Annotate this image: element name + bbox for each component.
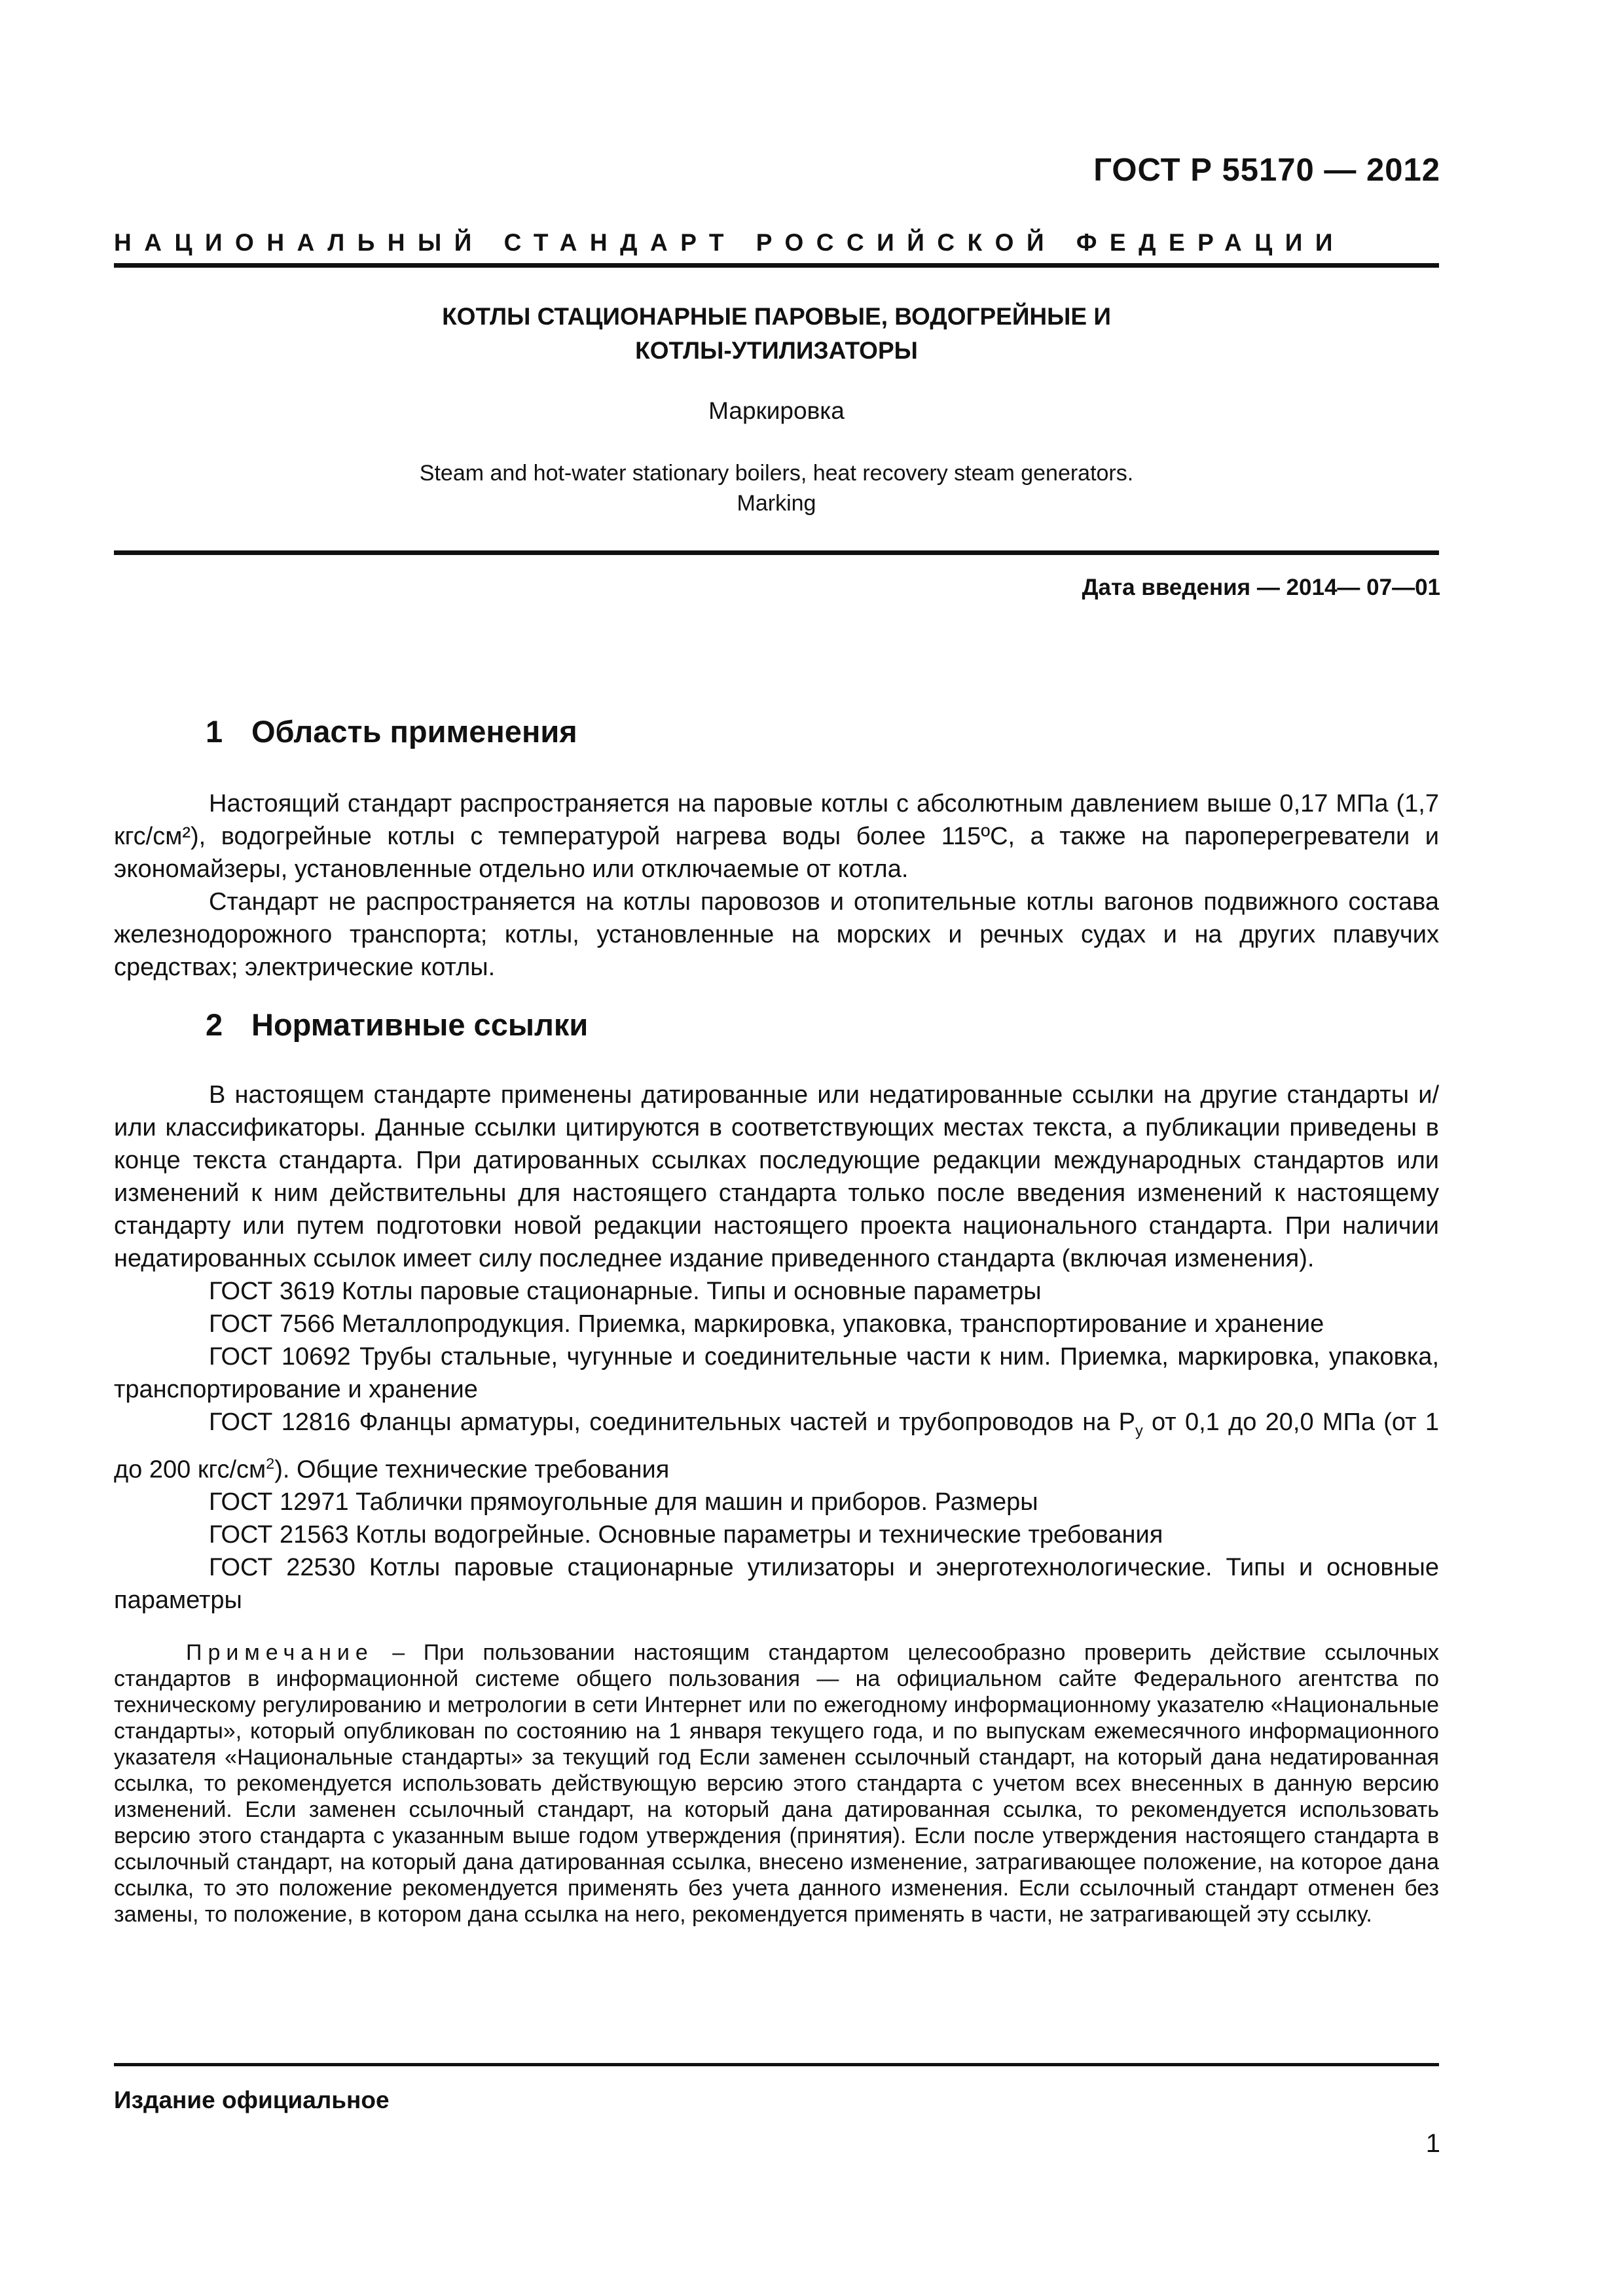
reference-item: ГОСТ 7566 Металлопродукция. Приемка, маркировка, упаковка, транспортирование и хранение: [209, 1310, 1324, 1338]
title-rule: [114, 550, 1439, 555]
note-paragraph: [114, 1640, 1439, 1928]
section-1-number: 1: [206, 714, 223, 749]
en-title-line-2: Marking: [737, 491, 816, 516]
reference-item: ГОСТ 21563 Котлы водогрейные. Основные параметры и технические требования: [209, 1521, 1163, 1549]
footer-rule: [114, 2063, 1439, 2066]
reference-item: ГОСТ 3619 Котлы паровые стационарные. Типы и основные параметры: [209, 1278, 1042, 1305]
ref-text-part-3: ). Общие технические требования: [274, 1456, 670, 1484]
section-2-number: 2: [206, 1007, 223, 1042]
national-standard-banner: НАЦИОНАЛЬНЫЙ СТАНДАРТ РОССИЙСКОЙ ФЕДЕРАЦИИ: [114, 229, 1345, 256]
reference-item-flanges: [114, 1406, 1439, 1486]
section-1-heading: [206, 713, 577, 749]
section-1-paragraph-2: Стандарт не распространяется на котлы паровозов и отопительные котлы вагонов подвижного состава железнодорожного транспорта; котлы, установленные на морских и речных судах и на других плавучих средствах; электрические котлы.: [114, 888, 1439, 981]
section-1-paragraph-1: Настоящий стандарт распространяется на паровые котлы с абсолютным давлением выше 0,17 МПа (1,7 кгс/см²), водогрейные котлы с температурой нагрева воды более 115ºС, а также на пароперегреватели и экономайзеры, установленные отдельно или отключаемые от котла.: [114, 790, 1439, 883]
official-edition-label: Издание официальное: [114, 2087, 390, 2113]
document-title-en: [114, 458, 1439, 518]
reference-item: ГОСТ 22530 Котлы паровые стационарные утилизаторы и энерготехнологические. Типы и основные параметры: [114, 1554, 1439, 1615]
title-line-2: КОТЛЫ-УТИЛИЗАТОРЫ: [635, 337, 918, 364]
ref-text-part-1: ГОСТ 12816 Фланцы арматуры, соединительных частей и трубопроводов на P: [209, 1408, 1135, 1436]
section-1-body: [114, 787, 1439, 984]
document-subtitle-ru: Маркировка: [708, 397, 845, 424]
ref-text-part-2: от 0,1 до 20,0 МПа (от 1 до 200 кгс/см: [114, 1408, 1439, 1484]
note-label: Примечание: [186, 1640, 374, 1665]
en-title-line-1: Steam and hot-water stationary boilers, heat recovery steam generators.: [419, 461, 1134, 486]
section-2-intro: В настоящем стандарте применены датированные или недатированные ссылки на другие стандарты и/или классификаторы. Данные ссылки цитируются в соответствующих местах текста, а публикации приведены в конце текста стандарта. При датированных ссылках последующие редакции международных стандартов или изменений к ним действительны для настоящего стандарта только после введения изменений к настоящему стандарту или путем подготовки новой редакции настоящего проекта национального стандарта. При наличии недатированных ссылок имеет силу последнее издание приведенного стандарта (включая изменения).: [114, 1081, 1439, 1272]
ref-superscript: 2: [266, 1454, 275, 1472]
header-rule: [114, 263, 1439, 268]
section-2-title: Нормативные ссылки: [251, 1007, 589, 1042]
title-line-1: КОТЛЫ СТАЦИОНАРНЫЕ ПАРОВЫЕ, ВОДОГРЕЙНЫЕ И: [442, 303, 1111, 330]
section-1-title: Область применения: [251, 714, 577, 749]
note-text: – При пользовании настоящим стандартом целесообразно проверить действие ссылочных стандартов в информационной системе общего пользования — на официальном сайте Федерального агентства по техническому регулированию и метрологии в сети Интернет или по ежегодному информационному указателю «Национальные стандарты», который опубликован по состоянию на 1 января текущего года, и по выпускам ежемесячного информационного указателя «Национальные стандарты» за текущий год Если заменен ссылочный стандарт, на который дана недатированная ссылка, то рекомендуется использовать действующую версию этого стандарта с учетом всех внесенных в данную версию изменений. Если заменен ссылочный стандарт, на который дана датированная ссылка, то рекомендуется использовать версию этого стандарта с указанным выше годом утверждения (принятия). Если после утверждения настоящего стандарта в ссылочный стандарт, на который дана датированная ссылка, внесено изменение, затрагивающее положение, на которое дана ссылка, то это положение рекомендуется применять без учета данного изменения. Если ссылочный стандарт отменен без замены, то положение, в котором дана ссылка на него, рекомендуется применять в части, не затрагивающей эту ссылку.: [114, 1640, 1439, 1927]
document-title-ru: [114, 300, 1439, 368]
reference-item: ГОСТ 10692 Трубы стальные, чугунные и соединительные части к ним. Приемка, маркировка, упаковка, транспортирование и хранение: [114, 1343, 1439, 1403]
date-introduced: Дата введения — 2014— 07—01: [1082, 575, 1440, 600]
section-2-body: [114, 1079, 1439, 1617]
note-block: [114, 1640, 1439, 1928]
reference-item: ГОСТ 12971 Таблички прямоугольные для машин и приборов. Размеры: [209, 1488, 1038, 1516]
ref-subscript: у: [1135, 1422, 1143, 1439]
standard-code: ГОСТ Р 55170 — 2012: [1093, 152, 1440, 188]
page-number: 1: [1425, 2129, 1440, 2158]
section-2-heading: [206, 1007, 588, 1043]
